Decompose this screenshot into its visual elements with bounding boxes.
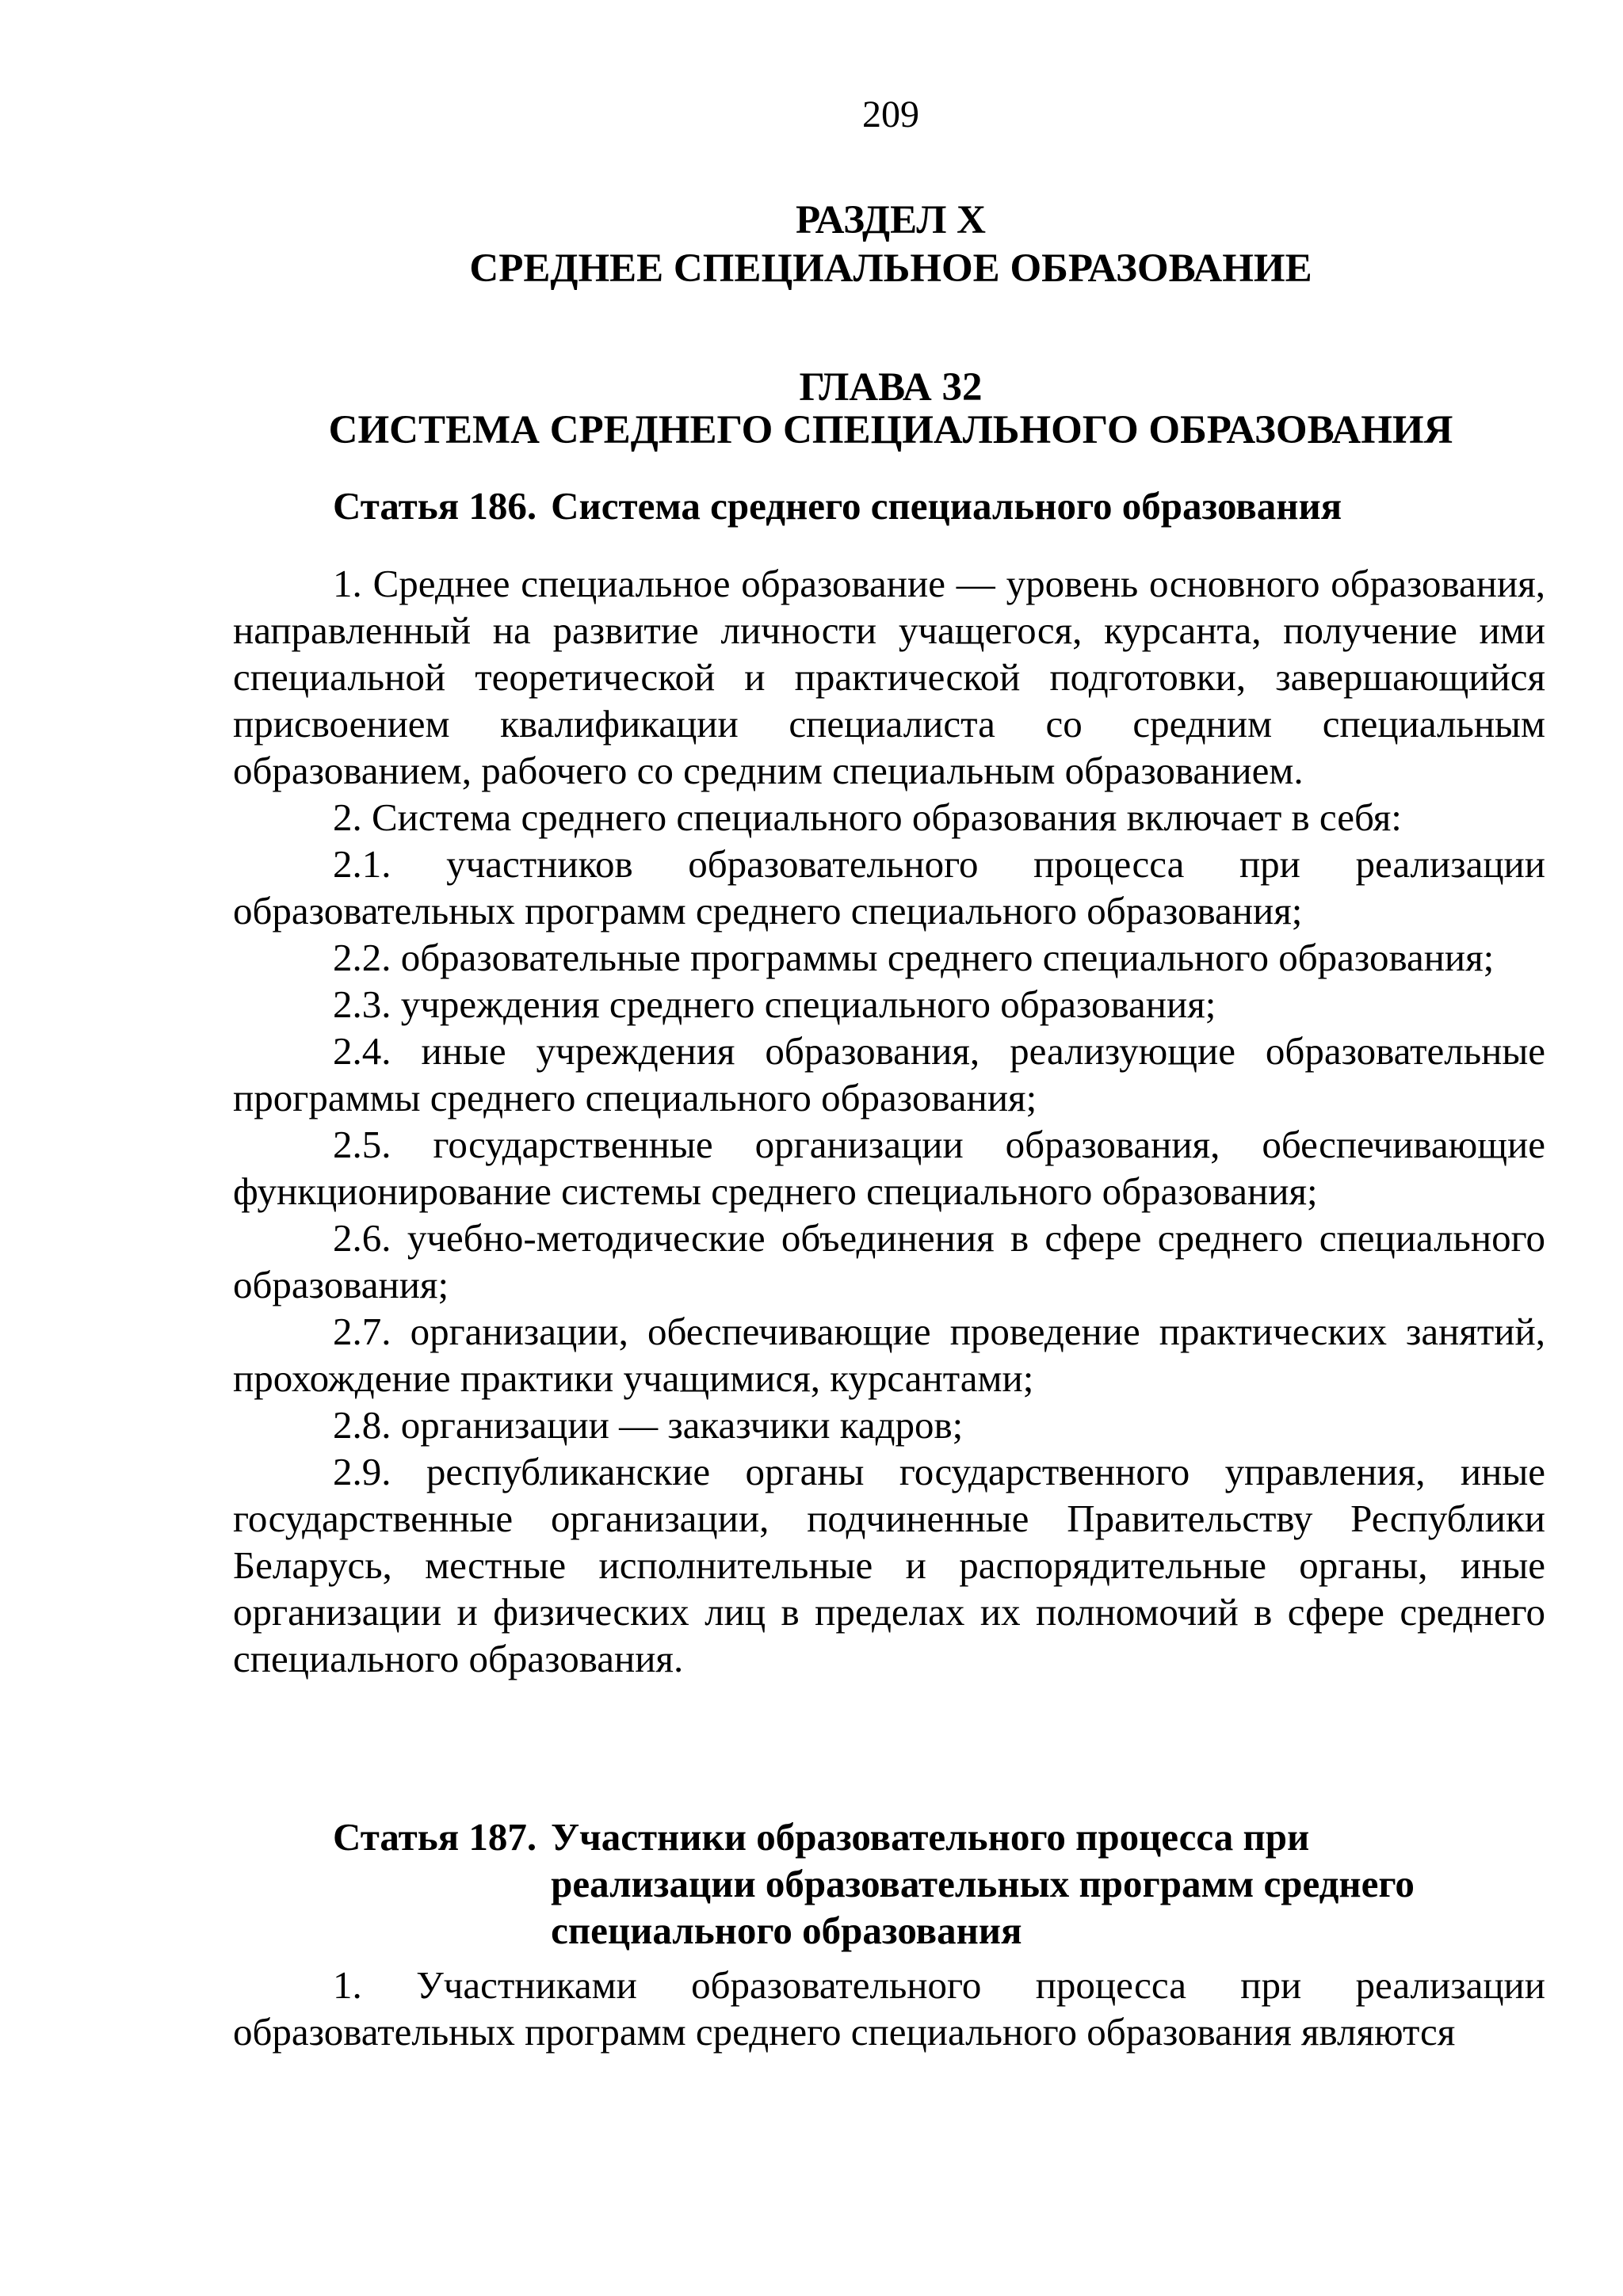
paragraph — [233, 1308, 1545, 1402]
paragraph-number: 2.2. — [333, 936, 391, 979]
paragraph-text: Система среднего специального образования включает в себя: — [372, 795, 1402, 839]
paragraph — [233, 1962, 1545, 2055]
paragraph — [233, 1121, 1545, 1215]
paragraph-number: 2.3. — [333, 982, 391, 1026]
paragraph — [233, 981, 1545, 1028]
article-heading — [333, 482, 1545, 529]
paragraph-text: организации — заказчики кадров; — [400, 1403, 964, 1447]
paragraph — [233, 1028, 1545, 1121]
chapter-title: СИСТЕМА СРЕДНЕГО СПЕЦИАЛЬНОГО ОБРАЗОВАНИЯ — [328, 408, 1453, 452]
paragraph-text: иные учреждения образования, реализующие образовательные программы среднего специального образования; — [233, 1029, 1545, 1119]
section-title: СРЕДНЕЕ СПЕЦИАЛЬНОЕ ОБРАЗОВАНИЕ — [469, 246, 1312, 291]
paragraph-number: 2.4. — [333, 1029, 391, 1073]
article-body — [233, 1962, 1545, 2055]
paragraph-text: организации, обеспечивающие проведение практических занятий, прохождение практики учащимися, курсантами; — [233, 1310, 1545, 1400]
paragraph — [233, 560, 1545, 794]
paragraph-number: 2.8. — [333, 1403, 391, 1447]
paragraph-text: Участниками образовательного процесса при реализации образовательных программ среднего специального образования являются — [233, 1963, 1545, 2054]
paragraph-number: 1. — [333, 1963, 362, 2007]
article-number: Статья 186. — [333, 484, 537, 528]
paragraph — [233, 934, 1545, 981]
page-number: 209 — [862, 93, 919, 135]
paragraph-number: 2. — [333, 795, 362, 839]
paragraph — [233, 794, 1545, 841]
paragraph-text: Среднее специальное образование — уровень основного образования, направленный на развитие личности учащегося, курсанта, получение ими специальной теоретической и практической подготовки, завершающийся присвоением квалификации специалиста со средним специальным образованием, рабочего со средним специальным образованием. — [233, 562, 1546, 792]
paragraph-number: 2.9. — [333, 1450, 391, 1493]
paragraph — [233, 841, 1545, 934]
paragraph-number: 2.6. — [333, 1216, 391, 1260]
article-number: Статья 187. — [333, 1815, 537, 1859]
paragraph — [233, 1402, 1545, 1448]
chapter-label: ГЛАВА 32 — [799, 365, 983, 410]
paragraph-number: 1. — [333, 562, 362, 605]
article-title: Система среднего специального образования — [551, 484, 1342, 528]
section-label: РАЗДЕЛ X — [795, 198, 986, 242]
paragraph-text: государственные организации образования, обеспечивающие функционирование системы среднего специального образования; — [233, 1123, 1545, 1213]
article-heading — [333, 1814, 1545, 1954]
paragraph-number: 2.7. — [333, 1310, 391, 1353]
paragraph-text: образовательные программы среднего специального образования; — [400, 936, 1495, 979]
paragraph-number: 2.1. — [333, 842, 391, 886]
paragraph — [233, 1448, 1545, 1682]
paragraph-text: участников образовательного процесса при реализации образовательных программ среднего специального образования; — [233, 842, 1545, 933]
article-title: Участники образовательного процесса при реализации образовательных программ среднего специального образования — [551, 1815, 1415, 1952]
paragraph — [233, 1215, 1545, 1308]
paragraph-text: республиканские органы государственного управления, иные государственные организации, подчиненные Правительству Республики Беларусь, местные исполнительные и распорядительные органы, иные организации и физических лиц в пределах их полномочий в сфере среднего специального образования. — [233, 1450, 1545, 1680]
paragraph-number: 2.5. — [333, 1123, 391, 1166]
paragraph-text: учреждения среднего специального образования; — [400, 982, 1216, 1026]
article-body — [233, 560, 1545, 1682]
paragraph-text: учебно-методические объединения в сфере среднего специального образования; — [233, 1216, 1545, 1306]
